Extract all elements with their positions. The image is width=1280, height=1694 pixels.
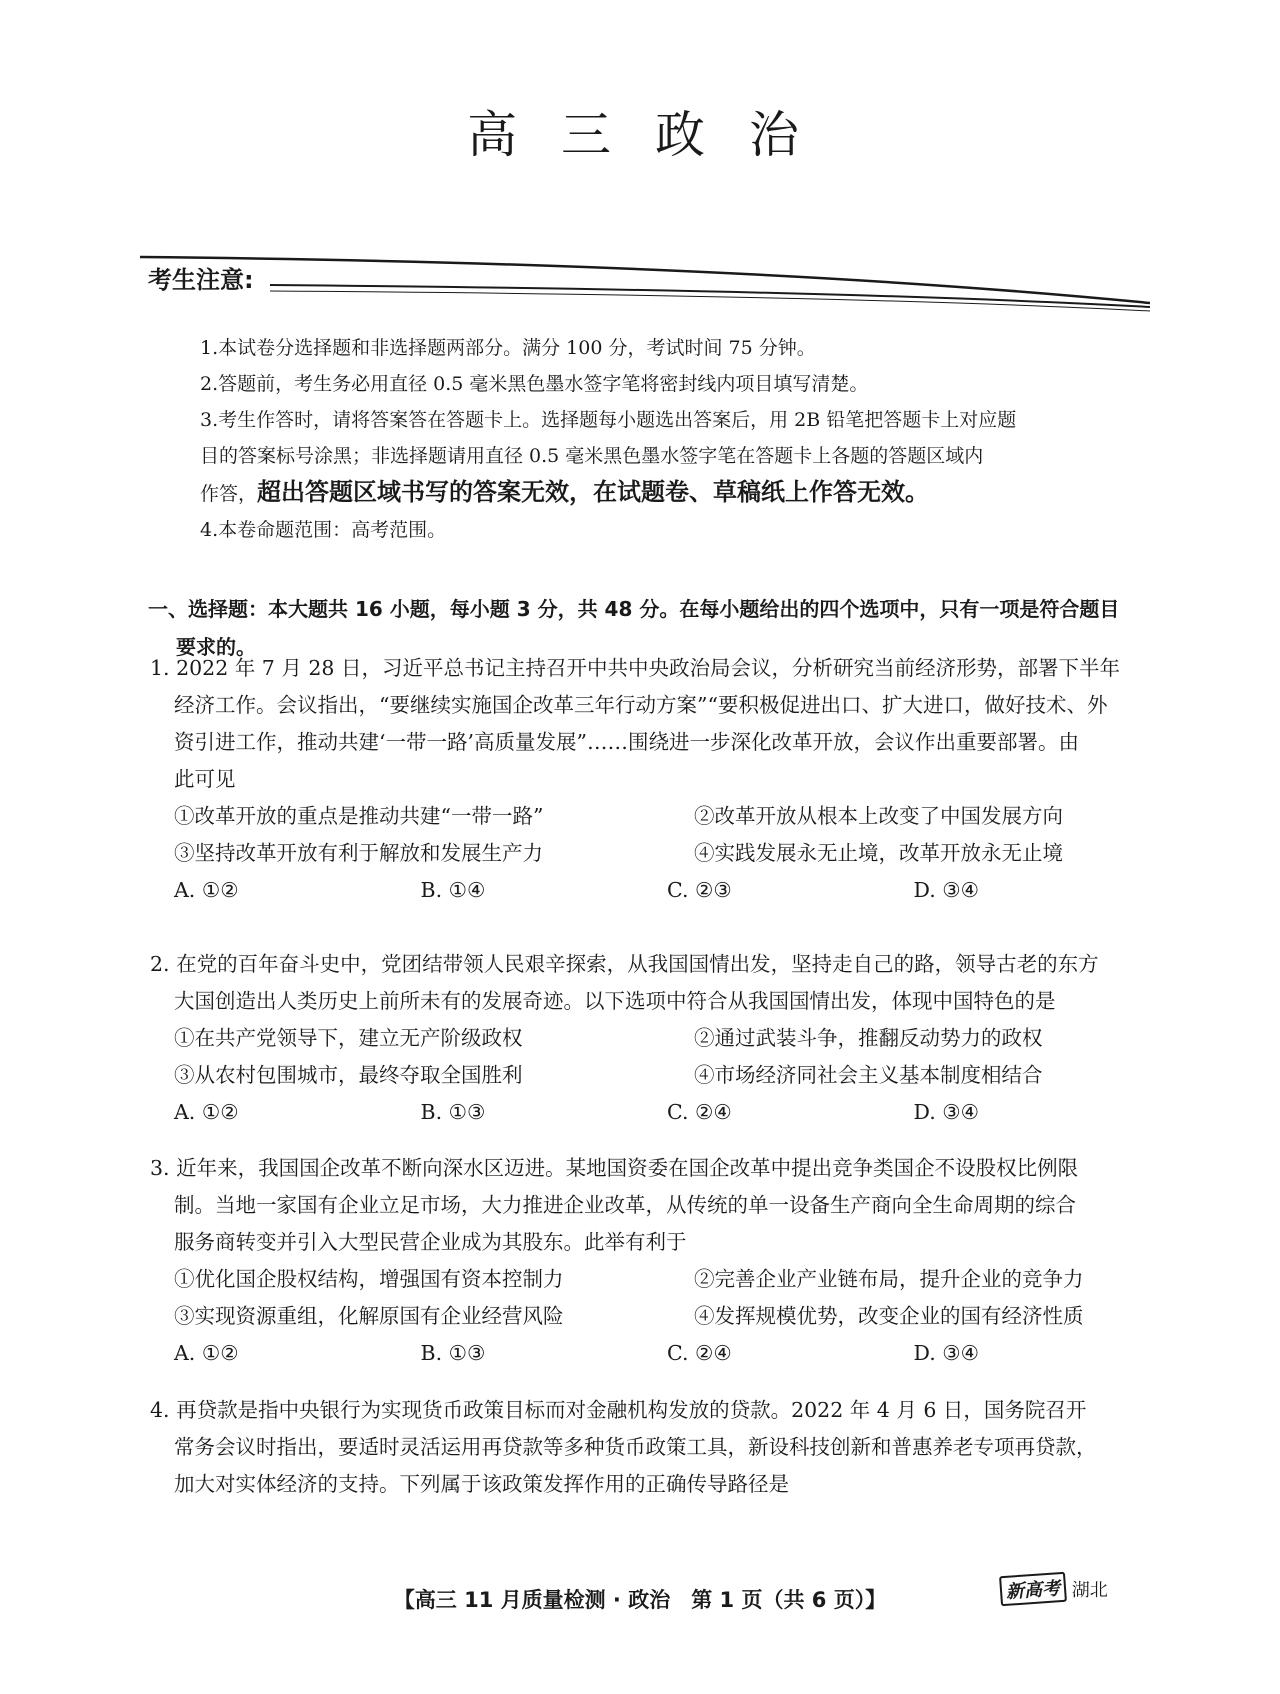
answer-choice: D. ③④ [913, 1100, 979, 1124]
notice-item: 3.考生作答时，请将答案答在答题卡上。选择题每小题选出答案后，用 2B 铅笔把答题卡上对应题 [200, 409, 1017, 431]
option: ②完善企业产业链布局，提升企业的竞争力 [694, 1267, 1084, 1291]
notice-item [200, 474, 1160, 512]
notice-item: 2.答题前，考生务必用直径 0.5 毫米黑色墨水签字笔将密封线内项目填写清楚。 [200, 373, 869, 395]
answer-choice: B. ①③ [420, 1341, 486, 1365]
notice-item: 1.本试卷分选择题和非选择题两部分。满分 100 分，考试时间 75 分钟。 [200, 337, 816, 359]
question-2 [150, 946, 1160, 1131]
question-line: 常务会议时指出，要适时灵活运用再贷款等多种货币政策工具，新设科技创新和普惠养老专项再贷款， [174, 1435, 1097, 1459]
answer-choice: A. ①② [174, 878, 239, 902]
question-1 [150, 650, 1160, 909]
answer-choice: C. ②③ [667, 878, 732, 902]
question-line: 服务商转变并引入大型民营企业成为其股东。此举有利于 [174, 1230, 687, 1254]
option: ③坚持改革开放有利于解放和发展生产力 [174, 841, 543, 865]
notice-item-prefix: 作答， [200, 483, 258, 505]
option: ①优化国企股权结构，增强国有资本控制力 [174, 1267, 564, 1291]
notice-item: 4.本卷命题范围：高考范围。 [200, 519, 447, 541]
answer-choice: B. ①④ [420, 878, 486, 902]
page-footer: 【高三 11 月质量检测 · 政治 第 1 页（共 6 页）】 [393, 1588, 887, 1612]
question-3 [150, 1150, 1160, 1372]
header-rule [140, 255, 1150, 325]
notice-heading: 考生注意: [148, 266, 254, 294]
option: ②通过武装斗争，推翻反动势力的政权 [694, 1026, 1043, 1050]
answer-choice: D. ③④ [913, 878, 979, 902]
option: ③从农村包围城市，最终夺取全国胜利 [174, 1063, 523, 1087]
section-line: 一、选择题：本大题共 16 小题，每小题 3 分，共 48 分。在每小题给出的四个选项中，只有一项是符合题目 [148, 597, 1120, 621]
question-line: 大国创造出人类历史上前所未有的发展奇迹。以下选项中符合从我国国情出发，体现中国特色的是 [174, 989, 1056, 1013]
notice-emphasis: 超出答题区域书写的答案无效，在试题卷、草稿纸上作答无效。 [257, 478, 930, 506]
question-line: 制。当地一家国有企业立足市场，大力推进企业改革，从传统的单一设备生产商向全生命周期的综合 [174, 1193, 1076, 1217]
answer-choice: C. ②④ [667, 1100, 732, 1124]
answer-choice: B. ①③ [420, 1100, 486, 1124]
answer-choice: A. ①② [174, 1100, 239, 1124]
question-line: 3. 近年来，我国国企改革不断向深水区迈进。某地国资委在国企改革中提出竞争类国企不设股权比例限 [150, 1156, 1079, 1180]
answer-choice: A. ①② [174, 1341, 239, 1365]
option: ③实现资源重组，化解原国有企业经营风险 [174, 1304, 564, 1328]
option: ④市场经济同社会主义基本制度相结合 [694, 1063, 1043, 1087]
option: ②改革开放从根本上改变了中国发展方向 [694, 804, 1063, 828]
question-line: 资引进工作，推动共建‘一带一路’高质量发展”……围绕进一步深化改革开放，会议作出重要部署。由 [174, 730, 1080, 754]
option: ①在共产党领导下，建立无产阶级政权 [174, 1026, 523, 1050]
publisher-stamp [1000, 1574, 1108, 1604]
option: ④实践发展永无止境，改革开放永无止境 [694, 841, 1063, 865]
stamp-region: 湖北 [1071, 1580, 1108, 1601]
question-line: 1. 2022 年 7 月 28 日，习近平总书记主持召开中共中央政治局会议，分析研究当前经济形势，部署下半年 [150, 656, 1120, 680]
question-4 [150, 1392, 1160, 1503]
question-line: 此可见 [174, 767, 236, 791]
notice-item: 目的答案标号涂黑；非选择题请用直径 0.5 毫米黑色墨水签字笔在答题卡上各题的答题区域内 [200, 445, 984, 467]
exam-title: 高 三 政 治 [467, 106, 813, 164]
question-line: 4. 再贷款是指中央银行为实现货币政策目标而对金融机构发放的贷款。2022 年 4 月 6 日，国务院召开 [150, 1398, 1087, 1422]
section-line: 要求的。 [176, 635, 256, 659]
question-line: 经济工作。会议指出，“要继续实施国企改革三年行动方案”“要积极促进出口、扩大进口，做好技术、外 [174, 693, 1108, 717]
answer-choice: C. ②④ [667, 1341, 732, 1365]
answer-choice: D. ③④ [913, 1341, 979, 1365]
question-line: 加大对实体经济的支持。下列属于该政策发挥作用的正确传导路径是 [174, 1472, 789, 1496]
question-line: 2. 在党的百年奋斗史中，党团结带领人民艰辛探索，从我国国情出发，坚持走自己的路，领导古老的东方 [150, 952, 1099, 976]
stamp-logo: 新高考 [999, 1572, 1067, 1607]
option: ④发挥规模优势，改变企业的国有经济性质 [694, 1304, 1084, 1328]
notice-list [200, 330, 1160, 548]
option: ①改革开放的重点是推动共建“一带一路” [174, 804, 544, 828]
